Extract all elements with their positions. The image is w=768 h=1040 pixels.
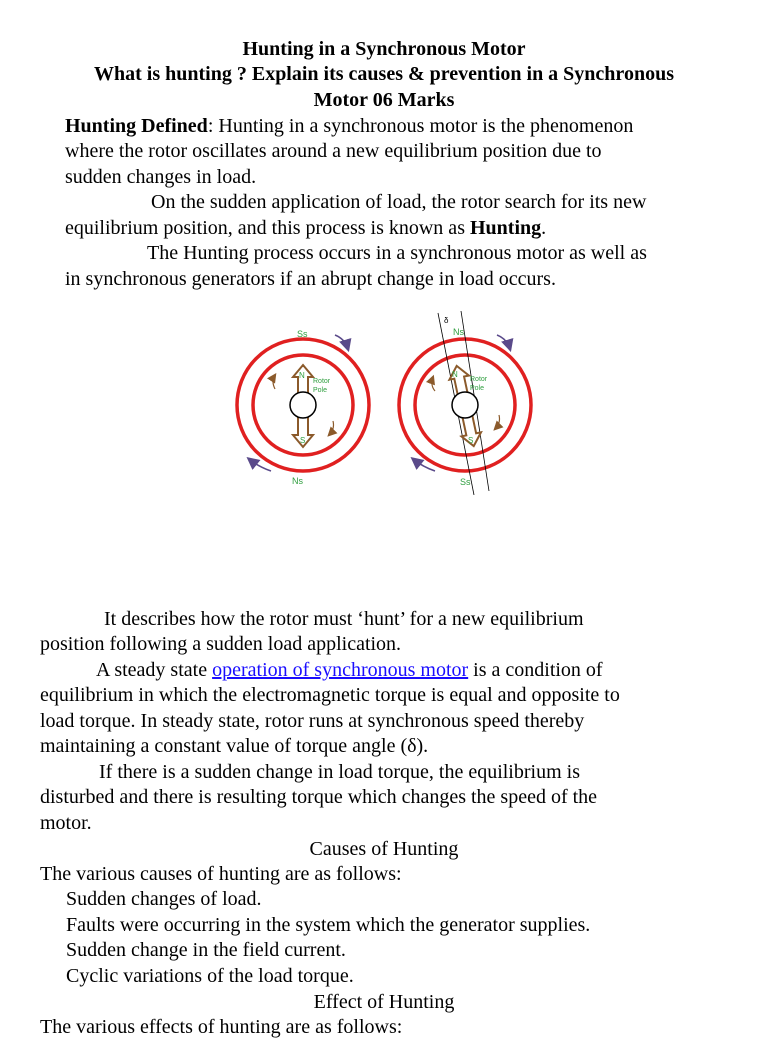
- left-south-label: S: [300, 436, 306, 445]
- left-top-label: Ss: [297, 329, 308, 339]
- left-rotor-arrow-left: [273, 375, 275, 389]
- left-rotor-arrow-right: [329, 421, 334, 435]
- effect-intro: The various effects of hunting are as follows:: [40, 1016, 403, 1038]
- steady-line-3: load torque. In steady state, rotor runs at synchronous speed thereby: [40, 710, 585, 732]
- synchronous-motor-link[interactable]: operation of synchronous motor: [212, 659, 469, 681]
- left-rotor-shaft: [290, 392, 316, 418]
- left-bottom-label: Ns: [292, 476, 303, 486]
- hunting-diagram: [225, 305, 545, 495]
- change-line-3: motor.: [40, 812, 92, 834]
- search-line-1: On the sudden application of load, the rotor search for its new: [151, 191, 647, 213]
- right-rotor-label-2: Pole: [470, 385, 485, 392]
- definition-term: Hunting Defined: [65, 115, 208, 137]
- right-rotor-arrow-left: [432, 377, 435, 391]
- effect-heading: Effect of Hunting: [313, 991, 455, 1013]
- causes-intro: The various causes of hunting are as follows:: [40, 863, 402, 885]
- steady-text: A steady state: [96, 659, 213, 681]
- causes-heading: Causes of Hunting: [309, 838, 459, 860]
- left-rotor-label-2: Pole: [313, 387, 328, 394]
- cause-item: Cyclic variations of the load torque.: [66, 965, 354, 987]
- cause-item: Sudden change in the field current.: [66, 939, 346, 961]
- question-line-2: Motor 06 Marks: [313, 89, 455, 111]
- right-north-label: N: [452, 370, 458, 379]
- process-line-2: in synchronous generators if an abrupt change in load occurs.: [65, 268, 556, 290]
- right-top-label: Ns: [453, 327, 464, 337]
- steady-line-4: maintaining a constant value of torque angle (δ).: [40, 735, 429, 757]
- definition-line-1: [65, 114, 633, 139]
- right-rotor-label-1: Rotor: [470, 376, 488, 383]
- definition-line-2: where the rotor oscillates around a new equilibrium position due to: [65, 140, 602, 162]
- search-text: equilibrium position, and this process is known as: [65, 217, 470, 239]
- right-rotor-shaft: [452, 392, 478, 418]
- right-rotor-diagram: [399, 311, 531, 495]
- page-title: Hunting in a Synchronous Motor: [242, 38, 526, 60]
- steady-line-2: equilibrium in which the electromagnetic torque is equal and opposite to: [40, 684, 620, 706]
- steady-text-end: is a condition of: [468, 659, 603, 681]
- change-line-1: If there is a sudden change in load torque, the equilibrium is: [99, 761, 580, 783]
- steady-line-1: [96, 658, 603, 683]
- hunt-line-1: It describes how the rotor must ‘hunt’ for a new equilibrium: [104, 608, 584, 630]
- search-period: .: [541, 217, 547, 239]
- question-line-1: What is hunting ? Explain its causes & prevention in a Synchronous: [94, 63, 674, 85]
- definition-line-3: sudden changes in load.: [65, 166, 257, 188]
- definition-text: : Hunting in a synchronous motor is the phenomenon: [207, 115, 634, 137]
- search-line-2: [65, 216, 546, 241]
- cause-item: Sudden changes of load.: [66, 888, 262, 910]
- right-angle-label: δ: [444, 316, 449, 325]
- right-rotor-arrow-right: [495, 415, 500, 429]
- hunting-term: Hunting: [469, 217, 542, 239]
- right-bottom-label: Ss: [460, 477, 471, 487]
- cause-item: Faults were occurring in the system which the generator supplies.: [66, 914, 591, 936]
- change-line-2: disturbed and there is resulting torque which changes the speed of the: [40, 786, 598, 808]
- right-south-label: S: [468, 436, 474, 445]
- left-north-label: N: [299, 371, 305, 380]
- left-rotor-diagram: [237, 329, 369, 486]
- left-rotor-label-1: Rotor: [313, 378, 331, 385]
- hunt-line-2: position following a sudden load application.: [40, 633, 402, 655]
- process-line-1: The Hunting process occurs in a synchronous motor as well as: [147, 242, 647, 264]
